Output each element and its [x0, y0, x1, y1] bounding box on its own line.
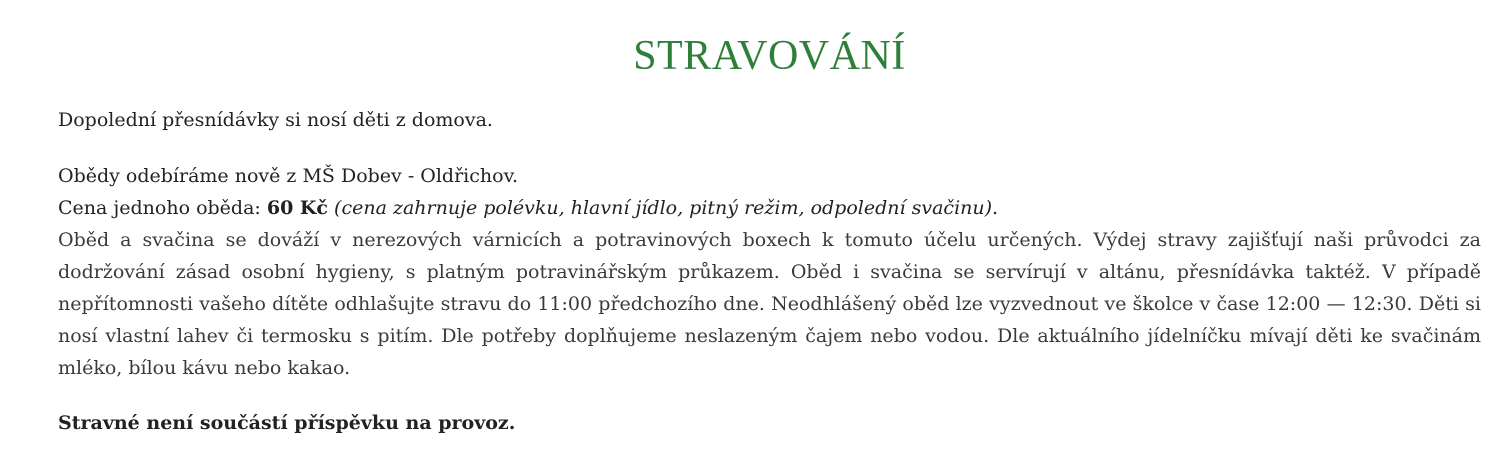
- price-line: [58, 192, 1481, 224]
- price-label: Cena jednoho oběda:: [58, 197, 267, 219]
- intro-paragraph: Dopolední přesnídávky si nosí děti z domova.: [58, 109, 493, 131]
- page-title: STRAVOVÁNÍ: [633, 33, 906, 79]
- content-area: [58, 0, 1481, 434]
- lunch-info-block: [58, 160, 1481, 384]
- fee-note: Stravné není součástí příspěvku na provoz.: [58, 412, 516, 434]
- price-note: (cena zahrnuje polévku, hlavní jídlo, pitný režim, odpolední svačinu).: [328, 197, 999, 219]
- lunch-source-line: Obědy odebíráme nově z MŠ Dobev - Oldřichov.: [58, 165, 519, 187]
- details-paragraph: Oběd a svačina se dováží v nerezových várnicích a potravinových boxech k tomuto účelu určených. Výdej stravy zajišťují naši průvodci za dodržování zásad osobní hygieny, s platným potravinářským průkazem. Oběd i svačina se servírují v altánu, přesnídávka taktéž. V případě nepřítomnosti vašeho dítěte odhlašujte stravu do 11:00 předchozího dne. Neodhlášený oběd lze vyzvednout ve školce v čase 12:00 — 12:30. Děti si nosí vlastní lahev či termosku s pitím. Dle potřeby doplňujeme neslazeným čajem nebo vodou. Dle aktuálního jídelníčku mívají děti ke svačinám mléko, bílou kávu nebo kakao.: [58, 229, 1481, 379]
- price-value: 60 Kč: [266, 197, 328, 219]
